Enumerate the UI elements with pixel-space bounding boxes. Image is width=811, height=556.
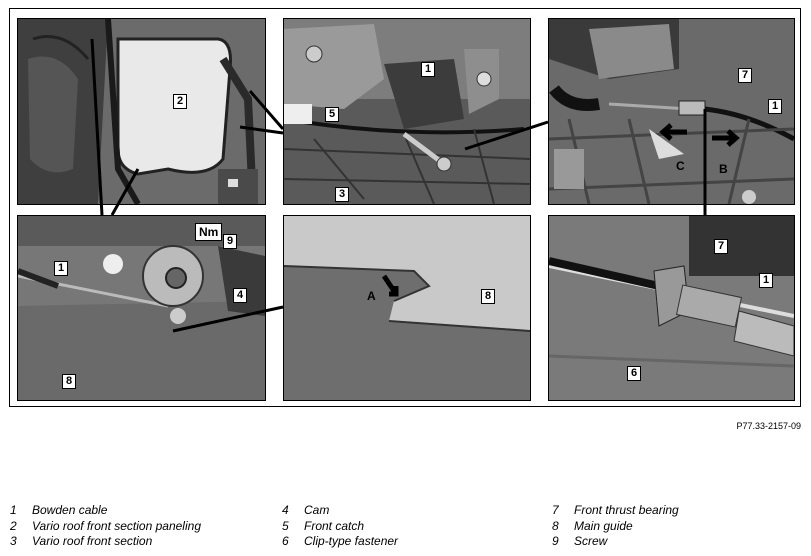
legend-number: 7 [552, 503, 559, 517]
photo-cam-screw [17, 215, 266, 401]
legend-item [552, 503, 679, 519]
legend-text: Bowden cable [32, 503, 108, 517]
legend-item [282, 534, 398, 550]
figure-reference-code: P77.33-2157-09 [736, 421, 801, 431]
legend-number: 3 [10, 534, 17, 548]
legend-item [552, 519, 679, 535]
legend-column-3 [552, 503, 679, 550]
legend-number: 6 [282, 534, 289, 548]
legend-number: 5 [282, 518, 289, 533]
legend-text: Main guide [574, 518, 633, 533]
direction-letter-a: A [367, 289, 376, 303]
callout-1: 1 [54, 261, 68, 276]
legend-item [282, 503, 398, 519]
legend-text: Screw [574, 534, 608, 548]
callout-5: 5 [325, 107, 339, 122]
legend-number: 4 [282, 503, 289, 517]
callout-7: 7 [714, 239, 728, 254]
photo-main-guide [283, 215, 531, 401]
callout-1: 1 [421, 62, 435, 77]
legend-item [10, 503, 201, 519]
legend-item [10, 534, 201, 550]
direction-letter-b: B [719, 162, 728, 176]
photo-clip-fastener [548, 215, 795, 401]
legend-text: Front catch [304, 518, 365, 533]
illustration-frame [9, 8, 801, 407]
legend-column-1 [10, 503, 201, 550]
legend-column-2 [282, 503, 398, 550]
callout-3: 3 [335, 187, 349, 202]
legend-text: Front thrust bearing [574, 503, 679, 517]
callout-8: 8 [62, 374, 76, 389]
legend-number: 9 [552, 534, 559, 548]
legend-item [282, 519, 398, 535]
torque-symbol: Nm [195, 223, 222, 241]
legend-item [10, 519, 201, 535]
legend-text: Clip-type fastener [304, 534, 399, 548]
callout-4: 4 [233, 288, 247, 303]
photo-thrust-bearing [548, 18, 795, 205]
legend-item [552, 534, 679, 550]
callout-1: 1 [759, 273, 773, 288]
callout-7: 7 [738, 68, 752, 83]
legend-text: Vario roof front section [32, 534, 153, 548]
callout-9: 9 [223, 234, 237, 249]
legend-number: 2 [10, 518, 17, 533]
photo-front-catch [283, 18, 531, 205]
legend-text: Vario roof front section paneling [32, 518, 201, 533]
photo-roof-paneling [17, 18, 266, 205]
legend-number: 1 [10, 503, 17, 517]
callout-2: 2 [173, 94, 187, 109]
legend-text: Cam [304, 503, 330, 517]
callout-8: 8 [481, 289, 495, 304]
legend-number: 8 [552, 518, 559, 533]
callout-1: 1 [768, 99, 782, 114]
callout-6: 6 [627, 366, 641, 381]
direction-letter-c: C [676, 159, 685, 173]
